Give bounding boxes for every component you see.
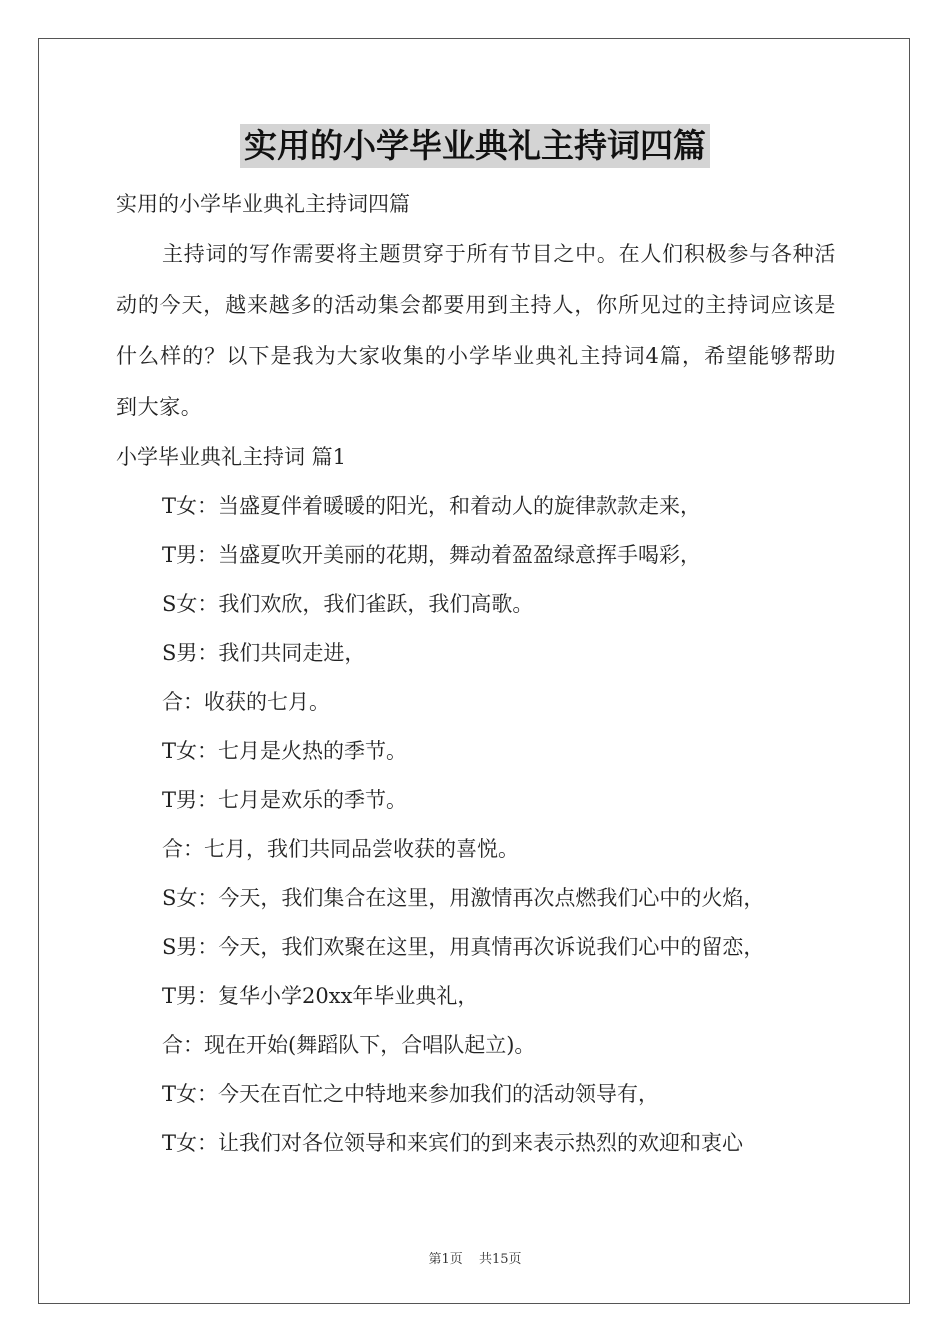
dialogue-line: T男：七月是欢乐的季节。 [162, 788, 408, 812]
dialogue-line: T女：当盛夏伴着暖暖的阳光，和着动人的旋律款款走来， [162, 494, 702, 518]
document-subtitle: 实用的小学毕业典礼主持词四篇 [116, 192, 410, 216]
intro-paragraph: 主持词的写作需要将主题贯穿于所有节目之中。在人们积极参与各种活动的今天，越来越多的活动集会都要用到主持人，你所见过的主持词应该是什么样的？以下是我为大家收集的小学毕业典礼主持词4篇，希望能够帮助到大家。 [116, 242, 836, 419]
dialogue-line: S女：我们欢欣，我们雀跃，我们高歌。 [162, 592, 534, 616]
section-heading: 小学毕业典礼主持词 篇1 [116, 445, 347, 469]
dialogue-line: 合：收获的七月。 [162, 690, 330, 714]
dialogue-line: T女：七月是火热的季节。 [162, 739, 408, 763]
dialogue-line: S男：今天，我们欢聚在这里，用真情再次诉说我们心中的留恋， [162, 935, 765, 959]
dialogue-line: S女：今天，我们集合在这里，用激情再次点燃我们心中的火焰， [162, 886, 765, 910]
dialogue-line: T男：复华小学20xx年毕业典礼， [162, 984, 479, 1008]
dialogue-line: T女：今天在百忙之中特地来参加我们的活动领导有， [162, 1082, 660, 1106]
dialogue-line: 合：七月，我们共同品尝收获的喜悦。 [162, 837, 519, 861]
dialogue-line: 合：现在开始(舞蹈队下，合唱队起立)。 [162, 1033, 536, 1057]
dialogue-line: T女：让我们对各位领导和来宾们的到来表示热烈的欢迎和衷心 [162, 1131, 744, 1155]
page-total: 共15页 [478, 1252, 522, 1267]
dialogue-line: T男：当盛夏吹开美丽的花期，舞动着盈盈绿意挥手喝彩， [162, 543, 702, 567]
document-title: 实用的小学毕业典礼主持词四篇 [240, 124, 710, 168]
title-wrap [0, 124, 950, 168]
dialogue-line: S男：我们共同走进， [162, 641, 366, 665]
document-body [116, 180, 836, 1168]
page-footer [0, 1248, 950, 1267]
page-number: 第1页 [428, 1252, 463, 1267]
